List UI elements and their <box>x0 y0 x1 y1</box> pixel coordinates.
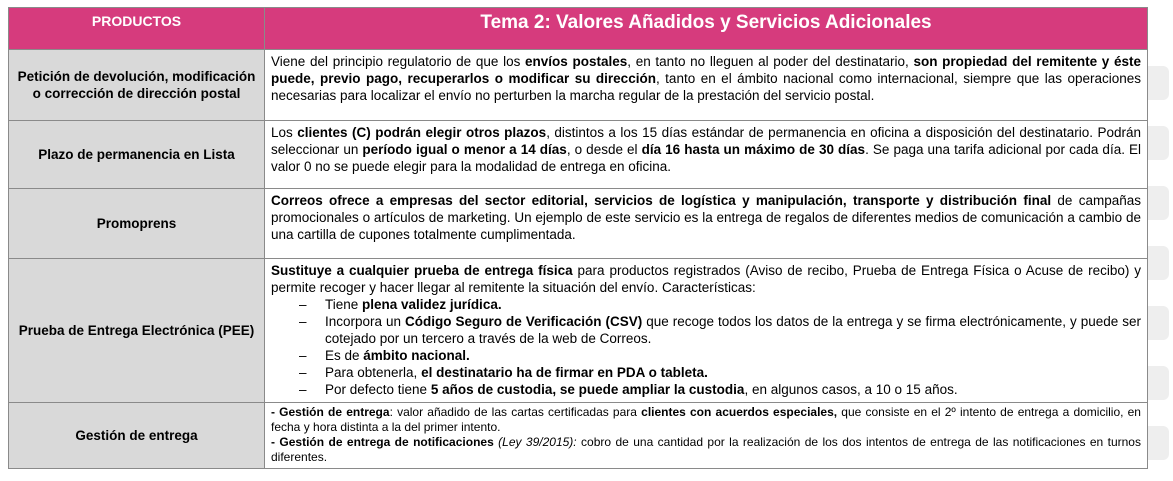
row-label: Plazo de permanencia en Lista <box>9 121 265 189</box>
text-run: para productos registrados (Aviso de recibo, Prueba de Entrega Física o Acuse de recibo) y permite recoger y hacer llegar al remitente la situación del envío. Características: <box>271 263 1141 295</box>
description-paragraph <box>271 435 1141 465</box>
row-label: Promoprens <box>9 189 265 259</box>
text-run: de campañas promocionales o artículos de marketing. Un ejemplo de este servicio es la entrega de regalos de diferentes medios de comunicación a cambio de una cartilla de cupones totalmente cumplimentada. <box>271 193 1141 242</box>
text-run: el destinatario ha de firmar en PDA o tableta. <box>421 365 708 380</box>
list-item <box>299 296 1141 313</box>
description-paragraph <box>271 53 1141 104</box>
description-paragraph <box>271 405 1141 435</box>
text-run: Sustituye a cualquier prueba de entrega física <box>271 263 573 278</box>
text-run: clientes con acuerdos especiales, <box>641 405 838 419</box>
text-run: envíos postales <box>525 54 628 69</box>
text-run: , o desde el <box>566 142 642 157</box>
text-run: cobro de una cantidad por la realización de los dos intentos de entrega de las notificaciones en turnos diferentes. <box>271 435 1141 464</box>
text-run: Código Seguro de Verificación (CSV) <box>405 314 643 329</box>
row-label: Gestión de entrega <box>9 403 265 469</box>
text-run: Los <box>271 125 298 140</box>
table-row <box>9 121 1148 189</box>
text-run: , distintos a los 15 días estándar de permanencia en oficina a disposición del destinatario. Podrán seleccionar un <box>271 125 1141 157</box>
text-run: Correos ofrece a empresas del sector editorial, servicios de logística y manipulación, transporte y distribución final <box>271 193 1052 208</box>
row-description <box>265 189 1148 259</box>
text-run: Viene del principio regulatorio de que los <box>271 54 526 69</box>
text-run: son propiedad del remitente y éste puede, previo pago, recuperarlos o modificar su dirección <box>271 54 1141 86</box>
text-run: ámbito nacional. <box>363 348 470 363</box>
row-label: Prueba de Entrega Electrónica (PEE) <box>9 259 265 403</box>
text-run: , en algunos casos, a 10 o 15 años. <box>744 382 958 397</box>
text-run: día 16 hasta un máximo de 30 días <box>641 142 866 157</box>
list-item <box>299 313 1141 347</box>
text-run: - Gestión de entrega <box>271 405 390 419</box>
text-run: clientes (C) podrán elegir otros plazos <box>297 125 547 140</box>
text-run: que consiste en el 2º intento de entrega a domicilio, en fecha y hora distinta a la del primer intento. <box>271 405 1141 434</box>
row-description <box>265 403 1148 469</box>
list-item <box>299 347 1141 364</box>
table-row <box>9 403 1148 469</box>
text-run: Para obtenerla, <box>325 365 422 380</box>
products-table <box>8 7 1148 469</box>
table-row <box>9 189 1148 259</box>
row-description <box>265 121 1148 189</box>
characteristics-list <box>271 296 1141 398</box>
list-item <box>299 364 1141 381</box>
row-description <box>265 259 1148 403</box>
text-run: , en tanto no lleguen al poder del destinatario, <box>627 54 914 69</box>
header-row <box>9 8 1148 50</box>
text-run: : valor añadido de las cartas certificadas para <box>389 405 642 419</box>
text-run: Incorpora un <box>325 314 406 329</box>
text-run: , tanto en el ámbito nacional como internacional, siempre que las operaciones necesarias para localizar el envío no perturben la marcha regular de la prestación del servicio postal. <box>271 71 1141 103</box>
text-run: Es de <box>325 348 364 363</box>
row-description <box>265 50 1148 121</box>
text-run: período igual o menor a 14 días <box>362 142 567 157</box>
text-run: . Se paga una tarifa adicional por cada día. El valor 0 no se puede elegir para la modalidad de entrega en oficina. <box>271 142 1142 174</box>
text-run: (Ley 39/2015): <box>493 435 577 449</box>
text-run: que recoge todos los datos de la entrega y se firma electrónicamente, y puede ser cotejado por un tercero a través de la web de Correos. <box>325 314 1141 346</box>
text-run: Por defecto tiene <box>325 382 431 397</box>
list-item <box>299 381 1141 398</box>
text-run: Tiene <box>325 297 363 312</box>
row-label: Petición de devolución, modificación o corrección de dirección postal <box>9 50 265 121</box>
text-run: - Gestión de entrega de notificaciones <box>271 435 494 449</box>
table-row <box>9 50 1148 121</box>
table-row <box>9 259 1148 403</box>
description-paragraph <box>271 192 1141 243</box>
text-run: 5 años de custodia, se puede ampliar la custodia <box>430 382 745 397</box>
header-products: PRODUCTOS <box>9 8 265 50</box>
description-paragraph <box>271 262 1141 296</box>
text-run: plena validez jurídica. <box>362 297 502 312</box>
header-topic-title: Tema 2: Valores Añadidos y Servicios Adicionales <box>265 8 1148 50</box>
description-paragraph <box>271 124 1141 175</box>
